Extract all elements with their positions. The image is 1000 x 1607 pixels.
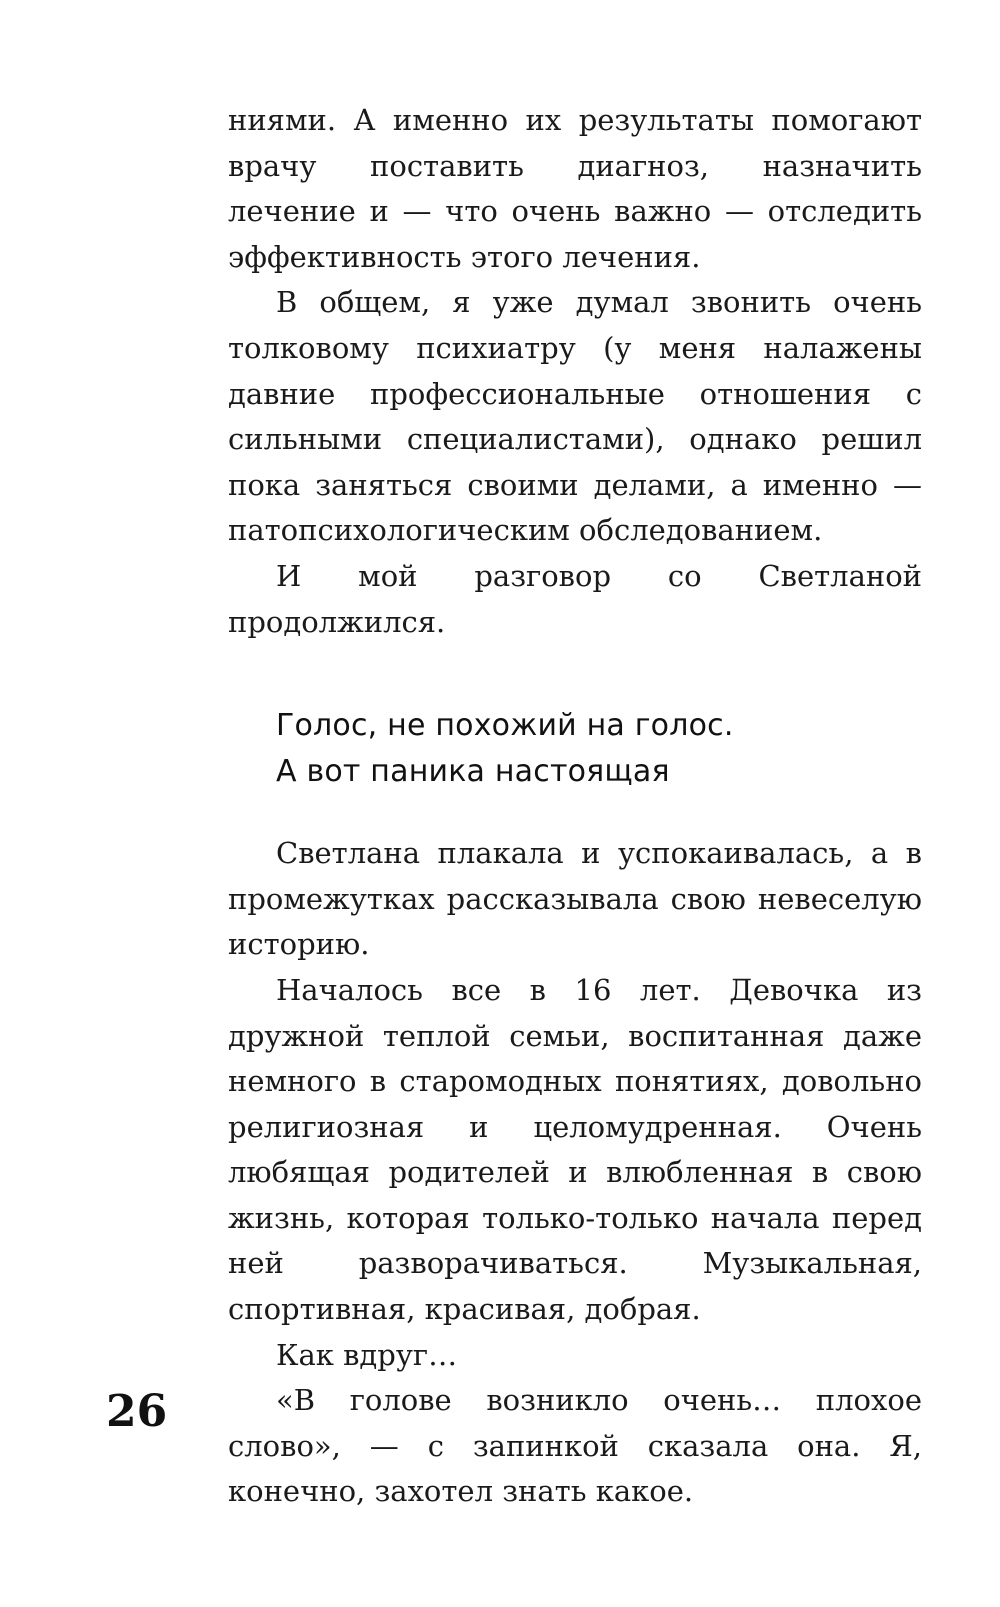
page-number: 26	[106, 1386, 168, 1437]
page-body	[228, 98, 922, 1515]
paragraph-suddenly: Как вдруг…	[276, 1337, 458, 1372]
paragraph-continuation: ниями. А именно их результаты помогают врачу поставить диагноз, назначить лечение и — что очень важно — отследить эффективность этого лечения.	[228, 103, 922, 274]
paragraph-bad-word: «В голове возникло очень… плохое слово», — с запинкой сказала она. Я, конечно, захотел знать какое.	[228, 1383, 922, 1509]
section-heading-line-2: А вот паника настоящая	[276, 754, 670, 790]
paragraph-svetlana-crying: Светлана плакала и успокаивалась, а в промежутках рассказывала свою невеселую историю.	[228, 836, 922, 962]
paragraph-psychiatrist: В общем, я уже думал звонить очень толковому психиатру (у меня налажены давние профессиональные отношения с сильными специалистами), однако решил пока заняться своими делами, а именно — патопсихологическим обследованием.	[228, 285, 922, 548]
section-heading	[276, 703, 922, 795]
paragraph-conversation-continued: И мой разговор со Светланой продолжился.	[228, 558, 922, 639]
paragraph-started-at-16: Началось все в 16 лет. Девочка из дружной теплой семьи, воспитанная даже немного в старомодных понятиях, довольно религиозная и целомудренная. Очень любящая родителей и влюбленная в свою жизнь, которая только-только начала перед ней разворачиваться. Музыкальная, спортивная, красивая, добрая.	[228, 972, 922, 1327]
section-heading-line-1: Голос, не похожий на голос.	[276, 708, 734, 744]
